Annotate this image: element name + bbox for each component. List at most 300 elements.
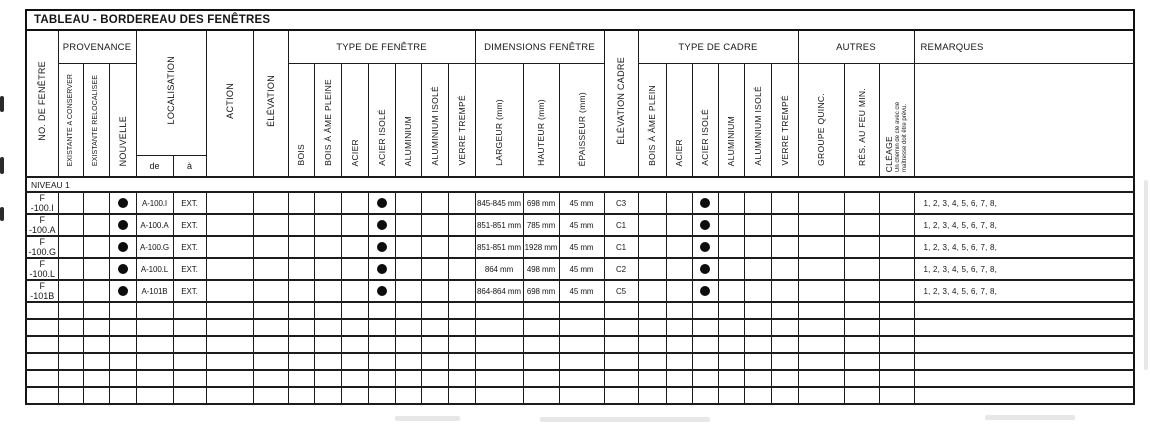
type-cadre-dot-cell xyxy=(718,192,744,214)
epaisseur-cell: 45 mm xyxy=(559,258,604,280)
provenance-dot-cell xyxy=(58,236,83,258)
empty-cell xyxy=(523,387,559,404)
empty-cell xyxy=(914,370,1134,387)
empty-cell xyxy=(288,319,314,336)
empty-cell xyxy=(744,319,771,336)
col-header-existante-conserver xyxy=(58,64,83,178)
provenance-dot-cell xyxy=(83,280,109,302)
elevation-cell xyxy=(253,214,288,236)
empty-cell xyxy=(771,387,798,404)
group-dimensions-fenetre: DIMENSIONS FENÊTRE xyxy=(475,30,604,64)
empty-cell xyxy=(523,302,559,319)
empty-cell xyxy=(173,370,206,387)
selection-dot-icon xyxy=(700,198,710,208)
selection-dot-icon xyxy=(118,264,128,274)
empty-cell xyxy=(136,319,173,336)
empty-cell xyxy=(448,319,475,336)
window-schedule-table xyxy=(25,9,1135,405)
empty-cell xyxy=(879,353,914,370)
type-cadre-dot-cell xyxy=(771,214,798,236)
empty-cell xyxy=(341,353,368,370)
cleage-cell xyxy=(879,236,914,258)
largeur-cell: 851-851 mm xyxy=(475,214,523,236)
empty-cell xyxy=(914,302,1134,319)
empty-cell xyxy=(718,370,744,387)
aluminium-label: ALUMINIUM xyxy=(403,115,413,166)
empty-cell xyxy=(395,370,421,387)
type-cadre-dot-cell xyxy=(666,192,692,214)
provenance-dot-cell xyxy=(83,214,109,236)
type-fenetre-dot-cell xyxy=(421,236,448,258)
empty-cell xyxy=(559,387,604,404)
cadre-aluminium-label: ALUMINIUM xyxy=(726,115,736,166)
type-cadre-dot-cell xyxy=(666,236,692,258)
type-fenetre-dot-cell xyxy=(368,214,395,236)
window-number-cell: F -101B xyxy=(26,280,58,302)
largeur-cell: 851-851 mm xyxy=(475,236,523,258)
empty-cell xyxy=(136,387,173,404)
type-fenetre-dot-cell xyxy=(421,280,448,302)
empty-cell xyxy=(448,353,475,370)
table-row xyxy=(26,258,1134,280)
col-header-res-feu xyxy=(844,64,879,178)
empty-cell xyxy=(914,387,1134,404)
empty-cell xyxy=(58,353,83,370)
remarques-cell: 1, 2, 3, 4, 5, 6, 7, 8, xyxy=(914,192,1134,214)
type-cadre-dot-cell xyxy=(692,236,718,258)
epaisseur-cell: 45 mm xyxy=(559,192,604,214)
elevation-cadre-cell: C1 xyxy=(604,236,638,258)
col-header-cadre-bois-ame-plein xyxy=(638,64,666,178)
empty-cell xyxy=(692,370,718,387)
empty-cell xyxy=(718,302,744,319)
largeur-cell: 864 mm xyxy=(475,258,523,280)
group-type-fenetre: TYPE DE FENÊTRE xyxy=(288,30,475,64)
empty-cell xyxy=(421,336,448,353)
type-fenetre-dot-cell xyxy=(368,192,395,214)
empty-cell xyxy=(879,336,914,353)
type-fenetre-dot-cell xyxy=(368,258,395,280)
empty-cell xyxy=(604,387,638,404)
type-fenetre-dot-cell xyxy=(368,236,395,258)
empty-cell xyxy=(253,336,288,353)
col-header-action xyxy=(206,30,253,177)
col-header-elevation xyxy=(253,30,288,177)
empty-cell xyxy=(173,319,206,336)
hauteur-cell: 698 mm xyxy=(523,280,559,302)
col-header-bois-ame-pleine xyxy=(314,64,341,178)
hauteur-cell: 698 mm xyxy=(523,192,559,214)
empty-cell xyxy=(368,370,395,387)
window-number-cell: F -100.I xyxy=(26,192,58,214)
empty-cell xyxy=(475,319,523,336)
empty-cell xyxy=(288,302,314,319)
empty-cell xyxy=(58,387,83,404)
existante-relocalisee-label: EXISTANTE RELOCALISEE xyxy=(92,74,99,166)
empty-cell xyxy=(666,302,692,319)
empty-cell xyxy=(341,387,368,404)
empty-cell xyxy=(692,353,718,370)
type-cadre-dot-cell xyxy=(718,258,744,280)
empty-cell xyxy=(559,336,604,353)
empty-cell xyxy=(288,353,314,370)
empty-cell xyxy=(523,353,559,370)
type-cadre-dot-cell xyxy=(638,214,666,236)
empty-cell xyxy=(844,370,879,387)
localisation-de-cell: A-100.G xyxy=(136,236,173,258)
empty-cell xyxy=(314,319,341,336)
aluminium-isole-label: ALUMINIUM ISOLÉ xyxy=(429,86,440,166)
scan-smudge xyxy=(1144,180,1148,370)
empty-cell xyxy=(314,336,341,353)
type-cadre-dot-cell xyxy=(638,258,666,280)
col-header-largeur xyxy=(475,64,523,178)
empty-cell xyxy=(692,336,718,353)
acier-label: ACIER xyxy=(349,138,360,166)
epaisseur-cell: 45 mm xyxy=(559,214,604,236)
type-cadre-dot-cell xyxy=(638,192,666,214)
group-provenance: PROVENANCE xyxy=(58,30,136,64)
empty-cell xyxy=(109,319,136,336)
res-feu-cell xyxy=(844,236,879,258)
type-fenetre-dot-cell xyxy=(395,258,421,280)
no-fenetre-label: NO. DE FENÊTRE xyxy=(37,61,48,141)
empty-row xyxy=(26,319,1134,336)
empty-cell xyxy=(109,353,136,370)
empty-cell xyxy=(83,387,109,404)
empty-cell xyxy=(173,302,206,319)
empty-cell xyxy=(604,336,638,353)
type-cadre-dot-cell xyxy=(666,258,692,280)
window-number-cell: F -100.A xyxy=(26,214,58,236)
empty-cell xyxy=(744,302,771,319)
largeur-label: LARGEUR (mm) xyxy=(494,99,504,166)
type-fenetre-dot-cell xyxy=(395,192,421,214)
empty-cell xyxy=(692,302,718,319)
cleage-cell xyxy=(879,280,914,302)
hauteur-cell: 498 mm xyxy=(523,258,559,280)
largeur-cell: 864-864 mm xyxy=(475,280,523,302)
provenance-dot-cell xyxy=(58,280,83,302)
empty-cell xyxy=(83,353,109,370)
empty-cell xyxy=(744,387,771,404)
cadre-bois-ame-plein-label: BOIS À ÂME PLEIN xyxy=(647,85,657,166)
empty-cell xyxy=(314,302,341,319)
empty-cell xyxy=(58,302,83,319)
type-fenetre-dot-cell xyxy=(341,236,368,258)
elevation-cadre-cell: C5 xyxy=(604,280,638,302)
empty-cell xyxy=(771,336,798,353)
remarques-cell: 1, 2, 3, 4, 5, 6, 7, 8, xyxy=(914,258,1134,280)
type-cadre-dot-cell xyxy=(718,214,744,236)
groupe-quinc-label: GROUPE QUINC. xyxy=(816,93,826,166)
col-header-cadre-verre-trempe xyxy=(771,64,798,178)
scan-smudge xyxy=(395,416,460,421)
provenance-dot-cell xyxy=(58,192,83,214)
selection-dot-icon xyxy=(377,198,387,208)
empty-cell xyxy=(109,302,136,319)
col-header-remarques: REMARQUES xyxy=(914,30,1134,64)
empty-cell xyxy=(771,319,798,336)
type-fenetre-dot-cell xyxy=(288,280,314,302)
selection-dot-icon xyxy=(377,286,387,296)
cleage-label: CLÉAGE xyxy=(884,135,894,172)
groupe-quinc-cell xyxy=(798,192,844,214)
title-row xyxy=(26,10,1134,30)
elevation-label: ÉLÉVATION xyxy=(265,75,276,127)
selection-dot-icon xyxy=(700,264,710,274)
type-fenetre-dot-cell xyxy=(288,192,314,214)
type-fenetre-dot-cell xyxy=(448,258,475,280)
table-row xyxy=(26,192,1134,214)
bois-ame-pleine-label: BOIS À ÂME PLEINE xyxy=(322,79,333,166)
empty-cell xyxy=(109,387,136,404)
empty-row xyxy=(26,336,1134,353)
selection-dot-icon xyxy=(377,264,387,274)
type-fenetre-dot-cell xyxy=(368,280,395,302)
col-header-cleage xyxy=(879,64,914,178)
empty-cell xyxy=(26,319,58,336)
empty-cell xyxy=(206,370,253,387)
hauteur-label: HAUTEUR (mm) xyxy=(536,99,546,166)
empty-cell xyxy=(109,370,136,387)
cadre-verre-trempe-label: VERRE TREMPÉ xyxy=(779,95,790,166)
type-cadre-dot-cell xyxy=(744,214,771,236)
empty-row xyxy=(26,370,1134,387)
empty-cell xyxy=(395,353,421,370)
empty-cell xyxy=(253,353,288,370)
elevation-cell xyxy=(253,258,288,280)
cadre-acier-isole-label: ACIER ISOLÉ xyxy=(700,109,710,166)
group-header-row xyxy=(26,30,1134,64)
selection-dot-icon xyxy=(118,242,128,252)
empty-cell xyxy=(559,353,604,370)
remarques-cell: 1, 2, 3, 4, 5, 6, 7, 8, xyxy=(914,236,1134,258)
col-header-no-fenetre xyxy=(26,30,58,177)
group-localisation xyxy=(136,30,206,156)
col-header-cadre-aluminium xyxy=(718,64,744,178)
cleage-cell xyxy=(879,214,914,236)
empty-cell xyxy=(448,387,475,404)
empty-cell xyxy=(314,387,341,404)
type-cadre-dot-cell xyxy=(666,280,692,302)
col-header-bois xyxy=(288,64,314,178)
elevation-cadre-cell: C2 xyxy=(604,258,638,280)
empty-cell xyxy=(314,353,341,370)
table-title: TABLEAU - BORDEREAU DES FENÊTRES xyxy=(26,10,1134,30)
acier-isole-label: ACIER ISOLÉ xyxy=(376,109,387,166)
col-header-epaisseur xyxy=(559,64,604,178)
empty-cell xyxy=(368,387,395,404)
empty-cell xyxy=(206,319,253,336)
empty-cell xyxy=(341,319,368,336)
elevation-cadre-cell: C1 xyxy=(604,214,638,236)
empty-cell xyxy=(288,336,314,353)
remarques-header-spacer xyxy=(914,64,1134,178)
type-fenetre-dot-cell xyxy=(341,192,368,214)
empty-cell xyxy=(341,336,368,353)
type-cadre-dot-cell xyxy=(718,236,744,258)
type-cadre-dot-cell xyxy=(718,280,744,302)
localisation-de-cell: A-101B xyxy=(136,280,173,302)
type-fenetre-dot-cell xyxy=(314,280,341,302)
localisation-de-cell: A-100.I xyxy=(136,192,173,214)
type-cadre-dot-cell xyxy=(771,192,798,214)
empty-cell xyxy=(253,302,288,319)
empty-cell xyxy=(744,353,771,370)
col-header-aluminium-isole xyxy=(421,64,448,178)
empty-cell xyxy=(638,353,666,370)
type-fenetre-dot-cell xyxy=(314,258,341,280)
localisation-a-cell: EXT. xyxy=(173,280,206,302)
type-fenetre-dot-cell xyxy=(288,214,314,236)
provenance-dot-cell xyxy=(58,258,83,280)
empty-cell xyxy=(692,387,718,404)
col-header-a: à xyxy=(173,156,206,178)
epaisseur-cell: 45 mm xyxy=(559,236,604,258)
empty-cell xyxy=(666,387,692,404)
selection-dot-icon xyxy=(118,286,128,296)
type-cadre-dot-cell xyxy=(692,258,718,280)
table-row xyxy=(26,236,1134,258)
type-cadre-dot-cell xyxy=(638,280,666,302)
empty-cell xyxy=(136,370,173,387)
empty-cell xyxy=(173,336,206,353)
scan-artifact xyxy=(0,96,4,112)
type-fenetre-dot-cell xyxy=(395,214,421,236)
empty-cell xyxy=(604,302,638,319)
provenance-dot-cell xyxy=(58,214,83,236)
scan-smudge xyxy=(985,415,1075,420)
scan-smudge xyxy=(540,417,710,422)
provenance-dot-cell xyxy=(83,258,109,280)
col-header-cadre-aluminium-isole xyxy=(744,64,771,178)
verre-trempe-label: VERRE TREMPÉ xyxy=(456,95,467,166)
type-fenetre-dot-cell xyxy=(421,192,448,214)
empty-cell xyxy=(253,370,288,387)
empty-cell xyxy=(83,370,109,387)
empty-cell xyxy=(604,370,638,387)
empty-cell xyxy=(844,387,879,404)
section-label: NIVEAU 1 xyxy=(26,177,1134,192)
empty-cell xyxy=(475,336,523,353)
elevation-cadre-cell: C3 xyxy=(604,192,638,214)
empty-cell xyxy=(523,370,559,387)
empty-cell xyxy=(604,319,638,336)
empty-cell xyxy=(314,370,341,387)
empty-cell xyxy=(798,336,844,353)
bois-label: BOIS xyxy=(296,144,306,166)
action-cell xyxy=(206,236,253,258)
empty-cell xyxy=(206,336,253,353)
empty-cell xyxy=(83,319,109,336)
empty-cell xyxy=(421,302,448,319)
empty-cell xyxy=(798,353,844,370)
empty-cell xyxy=(475,387,523,404)
type-fenetre-dot-cell xyxy=(341,214,368,236)
empty-cell xyxy=(638,336,666,353)
empty-cell xyxy=(448,370,475,387)
provenance-dot-cell xyxy=(109,214,136,236)
table-row xyxy=(26,214,1134,236)
empty-cell xyxy=(341,302,368,319)
window-number-cell: F -100.G xyxy=(26,236,58,258)
epaisseur-label: ÉPAISSEUR (mm) xyxy=(576,91,587,166)
action-cell xyxy=(206,280,253,302)
col-header-nouvelle xyxy=(109,64,136,178)
selection-dot-icon xyxy=(377,220,387,230)
empty-cell xyxy=(879,387,914,404)
empty-cell xyxy=(844,336,879,353)
empty-cell xyxy=(879,319,914,336)
existante-conserver-label: EXISTANTE A CONSERVER xyxy=(66,73,74,166)
empty-cell xyxy=(771,370,798,387)
empty-cell xyxy=(879,370,914,387)
selection-dot-icon xyxy=(377,242,387,252)
res-feu-label: RÉS. AU FEU MIN. xyxy=(856,87,867,166)
elevation-cell xyxy=(253,280,288,302)
provenance-dot-cell xyxy=(109,192,136,214)
localisation-a-cell: EXT. xyxy=(173,214,206,236)
empty-cell xyxy=(744,336,771,353)
type-fenetre-dot-cell xyxy=(314,214,341,236)
res-feu-cell xyxy=(844,258,879,280)
empty-cell xyxy=(421,319,448,336)
res-feu-cell xyxy=(844,214,879,236)
empty-cell xyxy=(771,302,798,319)
empty-cell xyxy=(798,302,844,319)
empty-cell xyxy=(604,353,638,370)
empty-cell xyxy=(368,319,395,336)
type-fenetre-dot-cell xyxy=(395,236,421,258)
action-label: ACTION xyxy=(224,83,235,119)
empty-cell xyxy=(26,353,58,370)
empty-cell xyxy=(844,353,879,370)
type-fenetre-dot-cell xyxy=(341,280,368,302)
type-fenetre-dot-cell xyxy=(421,258,448,280)
selection-dot-icon xyxy=(700,242,710,252)
cadre-acier-label: ACIER xyxy=(674,138,684,166)
empty-cell xyxy=(475,302,523,319)
type-fenetre-dot-cell xyxy=(314,192,341,214)
col-header-acier-isole xyxy=(368,64,395,178)
empty-cell xyxy=(692,319,718,336)
empty-cell xyxy=(638,370,666,387)
empty-cell xyxy=(666,353,692,370)
empty-cell xyxy=(173,353,206,370)
col-header-acier xyxy=(341,64,368,178)
type-cadre-dot-cell xyxy=(744,280,771,302)
cleage-note: Un chemin de clé avec clé maîtresse doit être prévu. xyxy=(895,101,908,172)
empty-cell xyxy=(395,336,421,353)
elevation-cell xyxy=(253,192,288,214)
empty-cell xyxy=(914,336,1134,353)
empty-cell xyxy=(341,370,368,387)
localisation-a-cell: EXT. xyxy=(173,236,206,258)
col-header-existante-relocalisee xyxy=(83,64,109,178)
localisation-label: LOCALISATION xyxy=(166,56,176,125)
groupe-quinc-cell xyxy=(798,214,844,236)
localisation-de-cell: A-100.A xyxy=(136,214,173,236)
groupe-quinc-cell xyxy=(798,236,844,258)
empty-cell xyxy=(448,336,475,353)
type-cadre-dot-cell xyxy=(744,192,771,214)
type-fenetre-dot-cell xyxy=(341,258,368,280)
type-cadre-dot-cell xyxy=(638,236,666,258)
empty-cell xyxy=(638,319,666,336)
empty-cell xyxy=(448,302,475,319)
empty-cell xyxy=(559,302,604,319)
